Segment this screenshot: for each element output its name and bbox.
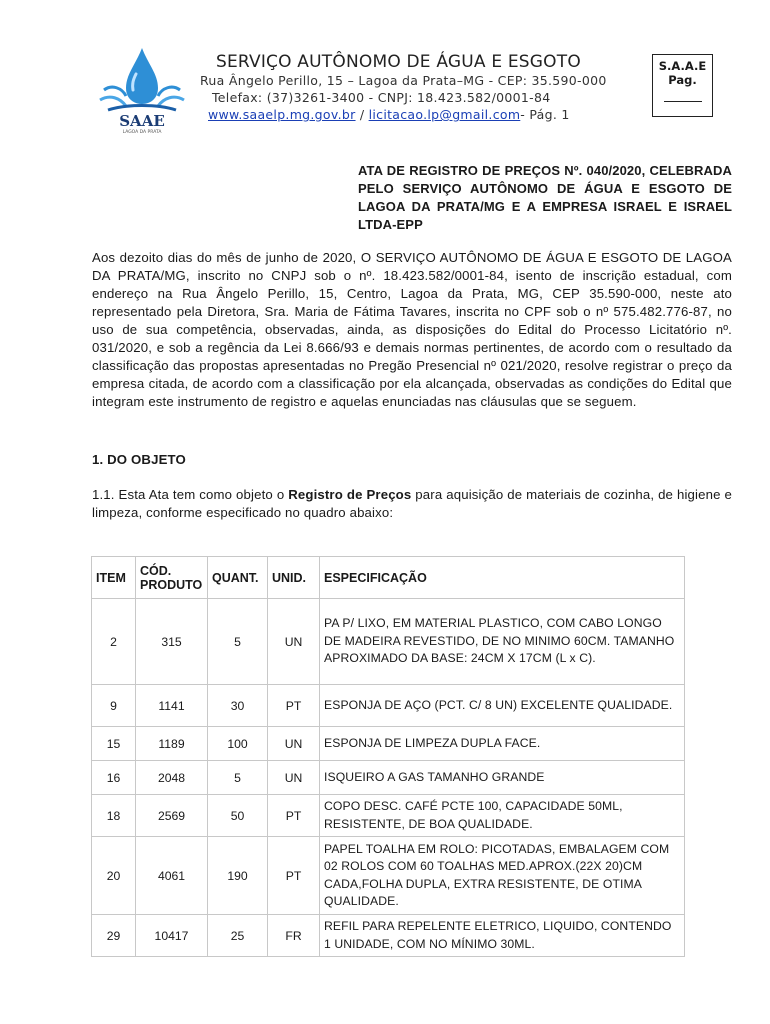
clause-prefix: 1.1. Esta Ata tem como objeto o bbox=[92, 487, 289, 502]
cell-specification: PA P/ LIXO, EM MATERIAL PLASTICO, COM CABO LONGO DE MADEIRA REVESTIDO, DE NO MINIMO 60CM. TAMANHO APROXIMADO DA BASE: 24CM X 17CM (L x C). bbox=[320, 599, 685, 685]
cell-item: 16 bbox=[92, 761, 136, 795]
saae-logo bbox=[96, 44, 188, 134]
logo-text: SAAE bbox=[119, 112, 165, 130]
header-quantity: QUANT. bbox=[208, 557, 268, 599]
cell-item: 15 bbox=[92, 727, 136, 761]
cell-unit: PT bbox=[268, 795, 320, 837]
letterhead bbox=[96, 44, 716, 134]
link-separator: / bbox=[355, 107, 369, 122]
cell-unit: PT bbox=[268, 685, 320, 727]
cell-item: 2 bbox=[92, 599, 136, 685]
cell-specification: REFIL PARA REPELENTE ELETRICO, LIQUIDO, CONTENDO 1 UNIDADE, COM NO MÍNIMO 30ML. bbox=[320, 915, 685, 957]
cell-code: 2048 bbox=[136, 761, 208, 795]
cell-unit: UN bbox=[268, 727, 320, 761]
cell-quantity: 5 bbox=[208, 599, 268, 685]
table-header-row bbox=[92, 557, 685, 599]
section-heading: 1. DO OBJETO bbox=[92, 452, 186, 467]
page-number-label: - Pág. 1 bbox=[520, 107, 570, 122]
cell-item: 18 bbox=[92, 795, 136, 837]
table-row bbox=[92, 685, 685, 727]
header-unit: UNID. bbox=[268, 557, 320, 599]
cell-item: 9 bbox=[92, 685, 136, 727]
header-specification: ESPECIFICAÇÃO bbox=[320, 557, 685, 599]
organization-address: Rua Ângelo Perillo, 15 – Lagoa da Prata–MG - CEP: 35.590-000 bbox=[200, 73, 607, 88]
cell-unit: PT bbox=[268, 837, 320, 915]
cell-quantity: 30 bbox=[208, 685, 268, 727]
water-drop-icon bbox=[126, 48, 158, 104]
letterhead-text bbox=[200, 52, 620, 123]
email-link[interactable]: licitacao.lp@gmail.com bbox=[368, 107, 521, 122]
website-link[interactable]: www.saaelp.mg.gov.br bbox=[208, 107, 356, 122]
page-stamp-org: S.A.A.E bbox=[658, 59, 707, 73]
organization-name: SERVIÇO AUTÔNOMO DE ÁGUA E ESGOTO bbox=[216, 52, 581, 72]
cell-quantity: 50 bbox=[208, 795, 268, 837]
cell-unit: UN bbox=[268, 761, 320, 795]
cell-specification: COPO DESC. CAFÉ PCTE 100, CAPACIDADE 50ML, RESISTENTE, DE BOA QUALIDADE. bbox=[320, 795, 685, 837]
page-stamp-box bbox=[652, 54, 713, 117]
cell-code: 1189 bbox=[136, 727, 208, 761]
table-row bbox=[92, 761, 685, 795]
cell-specification: ESPONJA DE AÇO (PCT. C/ 8 UN) EXCELENTE QUALIDADE. bbox=[320, 685, 685, 727]
cell-item: 20 bbox=[92, 837, 136, 915]
cell-specification: ISQUEIRO A GAS TAMANHO GRANDE bbox=[320, 761, 685, 795]
cell-quantity: 25 bbox=[208, 915, 268, 957]
clause-suffix: para aquisição de materiais de cozinha, de higiene e limpeza, conforme especificado no quadro abaixo: bbox=[92, 487, 732, 520]
page-stamp-label: Pag. bbox=[668, 73, 697, 87]
cell-specification: ESPONJA DE LIMPEZA DUPLA FACE. bbox=[320, 727, 685, 761]
cell-code: 1141 bbox=[136, 685, 208, 727]
clause-bold: Registro de Preços bbox=[288, 487, 412, 502]
table-row bbox=[92, 727, 685, 761]
table-row bbox=[92, 915, 685, 957]
cell-unit: UN bbox=[268, 599, 320, 685]
cell-quantity: 190 bbox=[208, 837, 268, 915]
cell-unit: FR bbox=[268, 915, 320, 957]
header-code-line1: CÓD. bbox=[140, 563, 172, 578]
items-table bbox=[91, 556, 685, 957]
logo-subtext: LAGOA DA PRATA bbox=[122, 130, 162, 134]
header-code-line2: PRODUTO bbox=[140, 577, 203, 592]
intro-paragraph: Aos dezoito dias do mês de junho de 2020, O SERVIÇO AUTÔNOMO DE ÁGUA E ESGOTO DE LAGOA DA PRATA/MG, inscrito no CNPJ sob o nº. 18.423.582/0001-84, isento de inscrição estadual, com endereço na Rua Ângelo Perillo, 15, Centro, Lagoa da Prata, MG, CEP 35.590-000, neste ato representado pela Diretora, Sra. Maria de Fátima Tavares, inscrita no CPF sob o nº 575.482.776-87, no uso de sua competência, observadas, ainda, as disposições do Edital do Processo Licitatório nº. 031/2020, e sob a regência da Lei 8.666/93 e demais normas pertinentes, de acordo com o resultado da classificação das propostas apresentadas no Pregão Presencial nº 021/2020, resolve registrar o preço da empresa citada, de acordo com a classificação por ela alcançada, observadas as condições do Edital que integram este instrumento de registro e aquelas enunciadas nas cláusulas que se seguem. bbox=[92, 250, 732, 409]
table-row bbox=[92, 599, 685, 685]
cell-code: 2569 bbox=[136, 795, 208, 837]
cell-item: 29 bbox=[92, 915, 136, 957]
cell-quantity: 100 bbox=[208, 727, 268, 761]
header-code bbox=[136, 557, 208, 599]
cell-code: 315 bbox=[136, 599, 208, 685]
cell-specification: PAPEL TOALHA EM ROLO: PICOTADAS, EMBALAGEM COM 02 ROLOS COM 60 TOALHAS MED.APROX.(22X 20)CM CADA,FOLHA DUPLA, EXTRA RESISTENTE, DE OTIMA QUALIDADE. bbox=[320, 837, 685, 915]
table-row bbox=[92, 795, 685, 837]
organization-contact: Telefax: (37)3261-3400 - CNPJ: 18.423.582/0001-84 bbox=[212, 90, 551, 105]
web-contact-line bbox=[208, 106, 620, 123]
table-row bbox=[92, 837, 685, 915]
cell-quantity: 5 bbox=[208, 761, 268, 795]
header-item: ITEM bbox=[92, 557, 136, 599]
document-title: ATA DE REGISTRO DE PREÇOS Nº. 040/2020, CELEBRADA PELO SERVIÇO AUTÔNOMO DE ÁGUA E ESGOTO DE LAGOA DA PRATA/MG E A EMPRESA ISRAEL E ISRAEL LTDA-EPP bbox=[358, 163, 732, 232]
page-stamp-line bbox=[664, 101, 702, 102]
clause-paragraph bbox=[92, 486, 732, 522]
cell-code: 4061 bbox=[136, 837, 208, 915]
cell-code: 10417 bbox=[136, 915, 208, 957]
